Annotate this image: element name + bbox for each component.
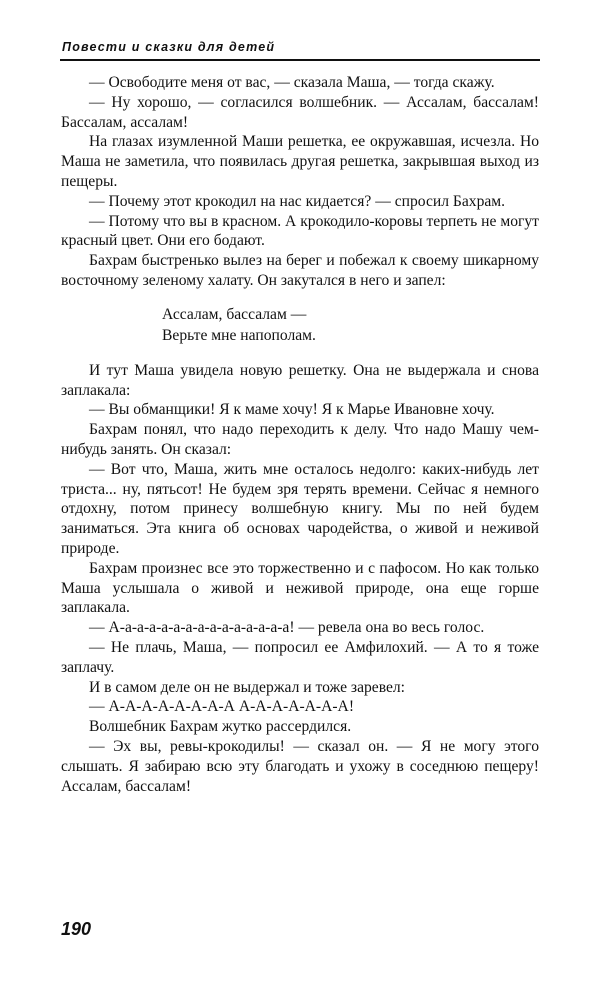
header-rule bbox=[60, 59, 540, 61]
paragraph: Бахрам быстренько вылез на берег и побежал к своему шикарному восточному зеленому халату. Он закутался в него и запел: bbox=[61, 252, 539, 289]
verse-line: Верьте мне напополам. bbox=[162, 326, 316, 344]
paragraph: Бахрам произнес все это торжественно и с пафосом. Но как только Маша услышала о живой и неживой природе, она еще горше заплакала. bbox=[61, 559, 539, 617]
paragraph: — Вы обманщики! Я к маме хочу! Я к Марье Ивановне хочу. bbox=[89, 401, 495, 419]
paragraph: — Освободите меня от вас, — сказала Маша, — тогда скажу. bbox=[89, 74, 495, 91]
paragraph: И тут Маша увидела новую решетку. Она не выдержала и снова заплакала: bbox=[61, 361, 539, 399]
paragraph: — А-А-А-А-А-А-А-А А-А-А-А-А-А-А! bbox=[89, 698, 355, 716]
paragraph: — Ну хорошо, — согласился волшебник. — Ассалам, бассалам! Бассалам, ассалам! bbox=[61, 93, 539, 131]
paragraph: — Почему этот крокодил на нас кидается? — спросил Бахрам. bbox=[89, 192, 506, 210]
paragraph: — Не плачь, Маша, — попросил ее Амфилохий. — А то я тоже заплачу. bbox=[61, 638, 539, 676]
verse-line: Ассалам, бассалам — bbox=[162, 305, 307, 323]
paragraph: Волшебник Бахрам жутко рассердился. bbox=[89, 718, 352, 736]
paragraph: — А-а-а-а-а-а-а-а-а-а-а-а-а-а-а! — ревела она во весь голос. bbox=[89, 619, 485, 637]
paragraph: И в самом деле он не выдержал и тоже заревел: bbox=[89, 678, 406, 696]
running-head: Повести и сказки для детей bbox=[62, 40, 276, 54]
paragraph: — Эх вы, ревы-крокодилы! — сказал он. — Я не могу этого слышать. Я забираю всю эту благодать и ухожу в соседнюю пещеру! Ассалам, бассалам! bbox=[61, 737, 539, 795]
paragraph: На глазах изумленной Маши решетка, ее окружавшая, исчезла. Но Маша не заметила, что появилась другая решетка, закрывшая выход из пещеры. bbox=[61, 133, 539, 190]
paragraph: — Потому что вы в красном. А крокодило-коровы терпеть не могут красный цвет. Они его бодают. bbox=[61, 212, 539, 250]
paragraph: Бахрам понял, что надо переходить к делу. Что надо Машу чем-нибудь занять. Он сказал: bbox=[61, 421, 539, 458]
verse-block bbox=[162, 304, 539, 346]
paragraph: — Вот что, Маша, жить мне осталось недолго: каких-нибудь лет триста... ну, пятьсот! Не будем зря терять времени. Сейчас я немного отдохну, потом принесу волшебную книгу. Мы по ней будем заниматься. Эта книга об основах чародейства, о живой и неживой природе. bbox=[61, 460, 539, 557]
body-text bbox=[61, 73, 539, 796]
page-number: 190 bbox=[61, 919, 92, 939]
